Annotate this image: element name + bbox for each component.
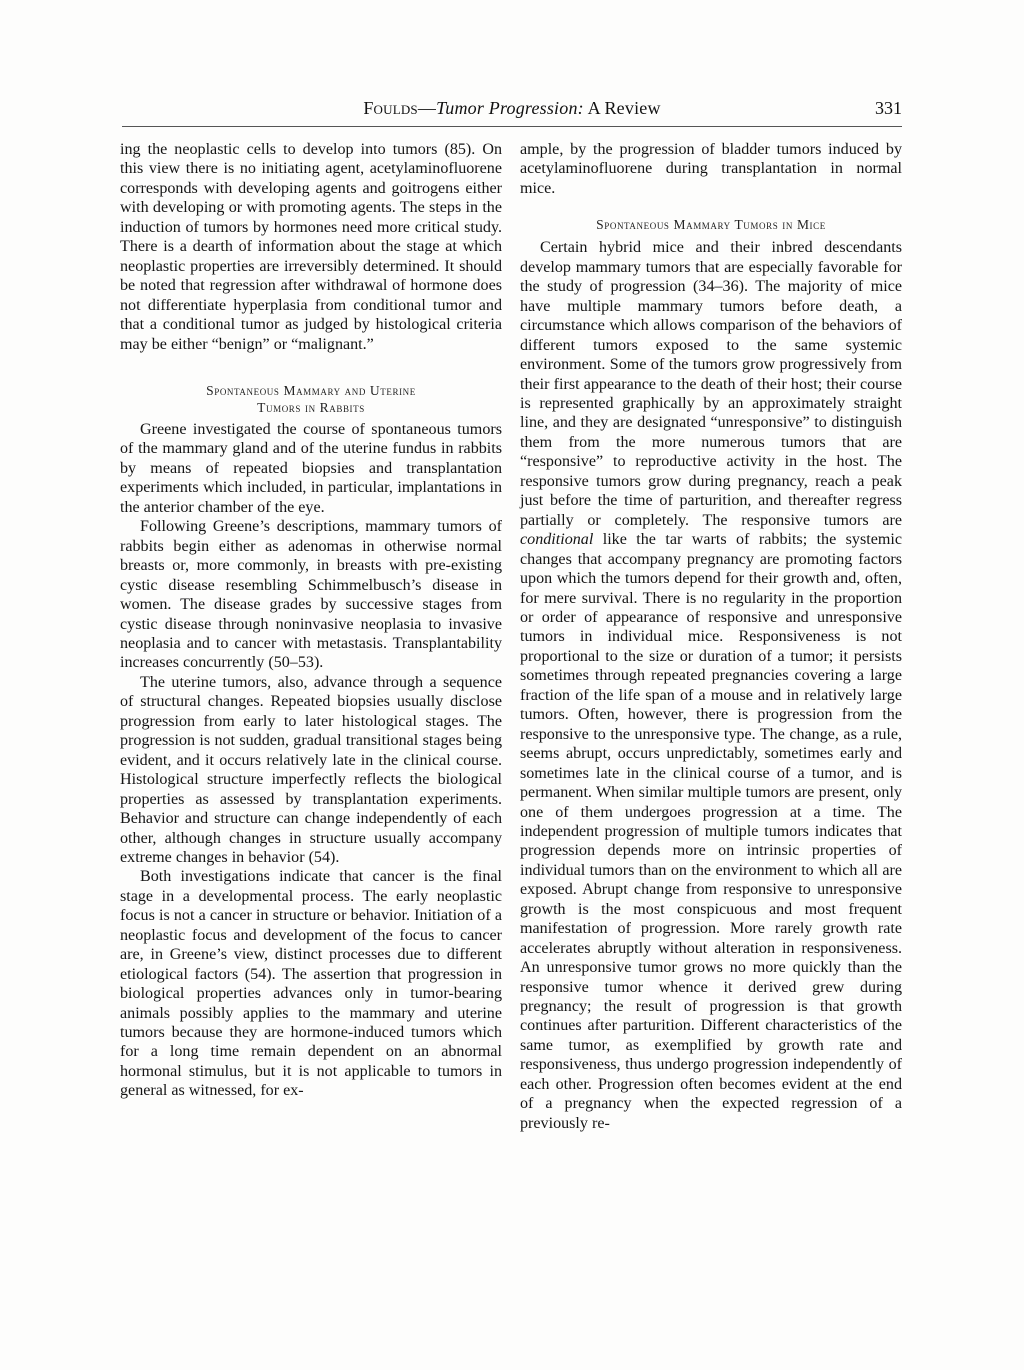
right-column [520,140,902,1133]
right-paragraph-1: ample, by the progression of bladder tumors induced by acetylaminofluorene during transplantation in normal mice. [520,141,902,197]
running-head [122,98,902,124]
left-column [120,140,502,1101]
right-paragraph-2 [520,238,902,1133]
right-paragraph-2-part-a: Certain hybrid mice and their inbred descendants develop mammary tumors that are especially favorable for the study of progression (34–36). The majority of mice have multiple mammary tumors before death, a circumstance which allows comparison of the behaviors of different tumors exposed to the same systemic environment. Some of the tumors grow progressively from their first appearance to the death of their host; their course is represented graphically by an approximately straight line, and they are designated “unresponsive” to distinguish them from the more numerous tumors that are “responsive” to reproductive activity in the host. The responsive tumors grow during pregnancy, reach a peak just before the time of parturition, and thereafter regress partially or completely. The responsive tumors are [520,239,902,529]
section-heading-rabbits-line-2: Tumors in Rabbits [257,399,365,415]
left-paragraph-3: Following Greene’s descriptions, mammary tumors of rabbits begin either as adenomas in otherwise normal breasts or, more commonly, in breasts with pre-existing cystic disease resembling Schimmelbusch’s disease in women. The disease grades by successive stages from cystic disease through noninvasive neoplasia to invasive neoplasia and to cancer with metastasis. Transplantability increases concurrently (50–53). [120,518,502,672]
right-paragraph-2-italic: conditional [520,531,594,549]
header-rule [122,126,902,127]
section-heading-rabbits-line-1: Spontaneous Mammary and Uterine [206,382,416,398]
left-paragraph-5: Both investigations indicate that cancer is the final stage in a developmental process. The early neoplastic focus is not a cancer in structure or behavior. Initiation of a neoplastic focus and development of the focus to cancer are, in Greene’s view, distinct processes due to different etiological factors (54). The assertion that progression in biological properties advances only in tumor-bearing animals possibly applies to the mammary and uterine tumors because they are hormone-induced tumors which for a long time remain dependent on an abnormal hormonal stimulus, but it is not applicable to tumors in general as witnessed, for ex- [120,868,502,1100]
running-head-author: Foulds [363,98,418,118]
running-head-separator: — [417,98,437,118]
left-paragraph-4: The uterine tumors, also, advance through a sequence of structural changes. Repeated biopsies usually disclose progression from early to later histological stages. The progression is not sudden, gradual transitional stages being evident, and it occurs relatively late in the clinical course. Histological structure imperfectly reflects the biological properties as assessed by transplantation experiments. Behavior and structure can change independently of each other, although changes in structure usually accompany extreme changes in behavior (54). [120,673,502,866]
right-paragraph-2-part-b: like the tar warts of rabbits; the systemic changes that accompany pregnancy are promoting factors upon which the tumors depend for their growth and, often, for mere survival. There is no regularity in the proportion or order of appearance of responsive and unresponsive tumors in individual mice. Responsiveness is not proportional to the size or duration of a tumor; it persists sometimes through repeated pregnancies covering a large fraction of the life span of a mouse and in relatively large tumors. Often, however, there is progression from the responsive to the unresponsive type. The change, as a rule, seems abrupt, occurs unpredictably, sometimes early and sometimes late in the clinical course of a tumor, and is permanent. When similar multiple tumors are present, only one of them undergoes progression at a time. The independent progression of multiple tumors indicates that progression depends more on intrinsic properties of individual tumors than on the environment to which all are exposed. Abrupt change from responsive to unresponsive growth is the most conspicuous and most frequent manifestation of progression. More rarely growth rate accelerates abruptly without alteration in responsiveness. An unresponsive tumor grows no more quickly than the responsive tumor whence it derived grew during pregnancy; the result of progression is that growth continues after parturition. Different characteristics of the same tumor, as exemplified by growth rate and responsiveness, thus undergo progression independently of each other. Progression often becomes evident at the end of a pregnancy when the expected regression of a previously re- [520,531,902,1132]
section-heading-rabbits [120,382,502,416]
running-head-title-italic: Tumor Progression: [436,98,584,118]
running-head-title [122,98,902,119]
left-paragraph-1: ing the neoplastic cells to develop into tumors (85). On this view there is no initiating agent, acetylaminofluorene corresponds with developing agents and goitrogens either with developing or with promoting agents. The steps in the induction of tumors by hormones need more critical study. There is a dearth of information about the stage at which neoplastic properties are irreversibly determined. It should be noted that regression after withdrawal of hormone does not differentiate hyperplasia from conditional tumor and that a conditional tumor as judged by histological criteria may be either “benign” or “malignant.” [120,141,502,353]
running-head-title-rest: A Review [583,98,661,118]
page-number: 331 [875,98,902,118]
section-heading-mice: Spontaneous Mammary Tumors in Mice [596,217,826,233]
left-paragraph-2: Greene investigated the course of spontaneous tumors of the mammary gland and of the uterine fundus in rabbits by means of repeated biopsies and transplantation experiments which included, in particular, implantations in the anterior chamber of the eye. [120,420,502,516]
